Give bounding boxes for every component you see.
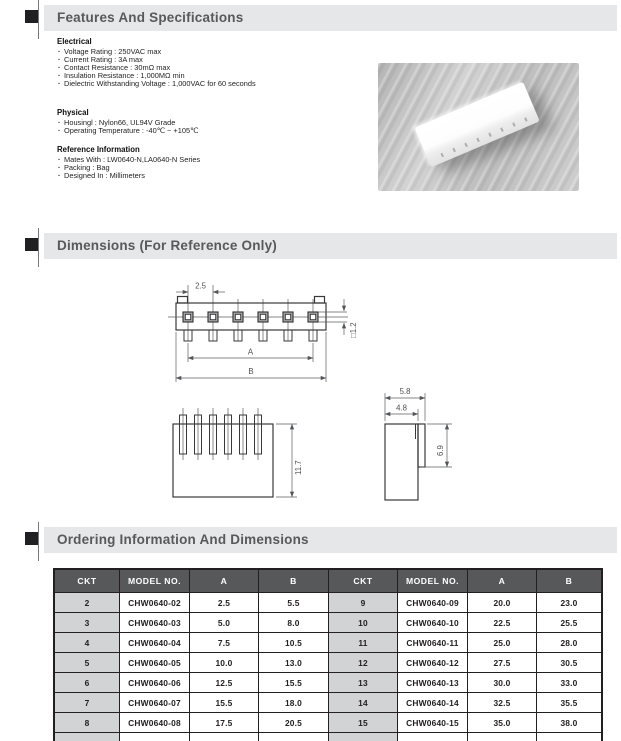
- spec-item: · Voltage Rating : 250VAC max: [57, 48, 377, 56]
- table-header-a: A: [468, 570, 536, 592]
- spec-item: · Dielectric Withstanding Voltage : 1,000VAC for 60 seconds: [57, 80, 377, 88]
- table-cell: 6: [55, 673, 119, 692]
- table-header-ckt: CKT: [329, 570, 397, 592]
- table-cell: 20.5: [259, 713, 328, 732]
- table-cell: 25.0: [468, 633, 536, 652]
- table-header-model: MODEL NO.: [120, 570, 189, 592]
- table-cell: 30.0: [468, 673, 536, 692]
- table-cell: 3: [55, 613, 119, 632]
- ordering-table: [53, 568, 603, 741]
- section-marker-line: [38, 522, 39, 561]
- table-cut-row-cell: [398, 733, 467, 741]
- table-cell: CHW0640-08: [120, 713, 189, 732]
- table-cell: 14: [329, 693, 397, 712]
- dim-label-B: B: [248, 367, 254, 376]
- table-cell: 32.5: [468, 693, 536, 712]
- table-cell: 7: [55, 693, 119, 712]
- spec-list-electrical: [57, 48, 377, 88]
- table-header-a: A: [190, 570, 258, 592]
- table-cut-row-cell: [259, 733, 328, 741]
- spec-item: · Operating Temperature : -40℃ ~ +105℃: [57, 127, 377, 135]
- table-cut-row-cell: [55, 733, 119, 741]
- table-cell: 5.5: [259, 593, 328, 612]
- table-header-b: B: [537, 570, 601, 592]
- spec-heading-electrical: Electrical: [57, 37, 92, 46]
- spec-item: · Housingl : Nylon66, UL94V Grade: [57, 119, 377, 127]
- spec-item: · Current Rating : 3A max: [57, 56, 377, 64]
- spec-item: · Insulation Resistance : 1,000MΩ min: [57, 72, 377, 80]
- spec-group-electrical: [57, 37, 377, 88]
- table-cell: 10: [329, 613, 397, 632]
- table-cell: 15.5: [190, 693, 258, 712]
- table-cell: 10.5: [259, 633, 328, 652]
- table-cell: 10.0: [190, 653, 258, 672]
- spec-item: · Contact Resistance : 30mΩ max: [57, 64, 377, 72]
- table-cell: 33.0: [537, 673, 601, 692]
- table-cell: 22.5: [468, 613, 536, 632]
- table-cell: 18.0: [259, 693, 328, 712]
- table-cell: 12: [329, 653, 397, 672]
- spec-group-physical: [57, 108, 377, 135]
- table-cut-row-cell: [120, 733, 189, 741]
- table-cell: CHW0640-10: [398, 613, 467, 632]
- table-cell: CHW0640-12: [398, 653, 467, 672]
- product-photo: [378, 63, 579, 191]
- section-header-ordering: [0, 522, 621, 562]
- table-cell: 15: [329, 713, 397, 732]
- dim-label-A: A: [247, 347, 254, 357]
- table-cell: CHW0640-05: [120, 653, 189, 672]
- dim-label-pitch: 2.5: [195, 281, 206, 291]
- table-cell: 2.5: [190, 593, 258, 612]
- table-cell: 17.5: [190, 713, 258, 732]
- table-header-b: B: [259, 570, 328, 592]
- table-cell: 25.5: [537, 613, 601, 632]
- section-marker-square-icon: [25, 532, 38, 545]
- table-cell: CHW0640-13: [398, 673, 467, 692]
- dim-label-depth-outer: 5.8: [399, 387, 411, 396]
- table-cell: CHW0640-06: [120, 673, 189, 692]
- table-cell: 7.5: [190, 633, 258, 652]
- spec-list-physical: [57, 119, 377, 135]
- table-cell: 27.5: [468, 653, 536, 672]
- section-title: Dimensions (For Reference Only): [44, 233, 617, 259]
- table-cut-row-cell: [329, 733, 397, 741]
- section-marker-square-icon: [25, 238, 38, 251]
- table-cell: 4: [55, 633, 119, 652]
- spec-list-reference: [57, 156, 377, 180]
- table-cell: CHW0640-07: [120, 693, 189, 712]
- table-cell: CHW0640-14: [398, 693, 467, 712]
- table-cell: CHW0640-11: [398, 633, 467, 652]
- table-cell: 13: [329, 673, 397, 692]
- table-cell: 15.5: [259, 673, 328, 692]
- drawing-front-view: [173, 408, 303, 497]
- spec-item: · Packing : Bag: [57, 164, 377, 172]
- table-cell: 5: [55, 653, 119, 672]
- table-cell: 35.5: [537, 693, 601, 712]
- table-cell: CHW0640-15: [398, 713, 467, 732]
- dimension-drawings: [0, 259, 621, 521]
- table-cut-row-cell: [190, 733, 258, 741]
- table-header-ckt: CKT: [55, 570, 119, 592]
- table-cut-row-cell: [468, 733, 536, 741]
- spec-item: · Mates With : LW0640-N,LA0640-N Series: [57, 156, 377, 164]
- table-cell: 9: [329, 593, 397, 612]
- dim-label-depth-inner: 4.8: [396, 403, 407, 413]
- dim-label-side-height: 6.9: [436, 445, 445, 456]
- table-header-model: MODEL NO.: [398, 570, 467, 592]
- table-cell: CHW0640-09: [398, 593, 467, 612]
- table-cell: 28.0: [537, 633, 601, 652]
- table-cell: 38.0: [537, 713, 601, 732]
- table-cell: CHW0640-02: [120, 593, 189, 612]
- table-cell: 30.5: [537, 653, 601, 672]
- section-title: Ordering Information And Dimensions: [44, 527, 617, 553]
- section-title: Features And Specifications: [44, 5, 617, 31]
- table-cell: 11: [329, 633, 397, 652]
- section-header-features: [0, 0, 621, 40]
- spec-heading-physical: Physical: [57, 108, 89, 117]
- table-cut-row-cell: [537, 733, 601, 741]
- table-cell: 23.0: [537, 593, 601, 612]
- section-marker-line: [38, 0, 39, 39]
- dim-label-height: 11.7: [294, 460, 303, 475]
- table-cell: 35.0: [468, 713, 536, 732]
- table-cell: 5.0: [190, 613, 258, 632]
- table-cell: 12.5: [190, 673, 258, 692]
- section-marker-square-icon: [25, 10, 38, 23]
- table-cell: 8.0: [259, 613, 328, 632]
- spec-group-reference: [57, 145, 377, 180]
- drawing-side-view: [385, 387, 452, 500]
- table-cell: CHW0640-03: [120, 613, 189, 632]
- spec-item: · Designed In : Millimeters: [57, 172, 377, 180]
- drawing-top-view: [168, 282, 358, 383]
- table-cell: CHW0640-04: [120, 633, 189, 652]
- table-cell: 2: [55, 593, 119, 612]
- table-cell: 8: [55, 713, 119, 732]
- spec-heading-reference: Reference Information: [57, 145, 140, 154]
- table-cell: 20.0: [468, 593, 536, 612]
- dim-label-pin-square: □1.2: [349, 322, 358, 338]
- table-cell: 13.0: [259, 653, 328, 672]
